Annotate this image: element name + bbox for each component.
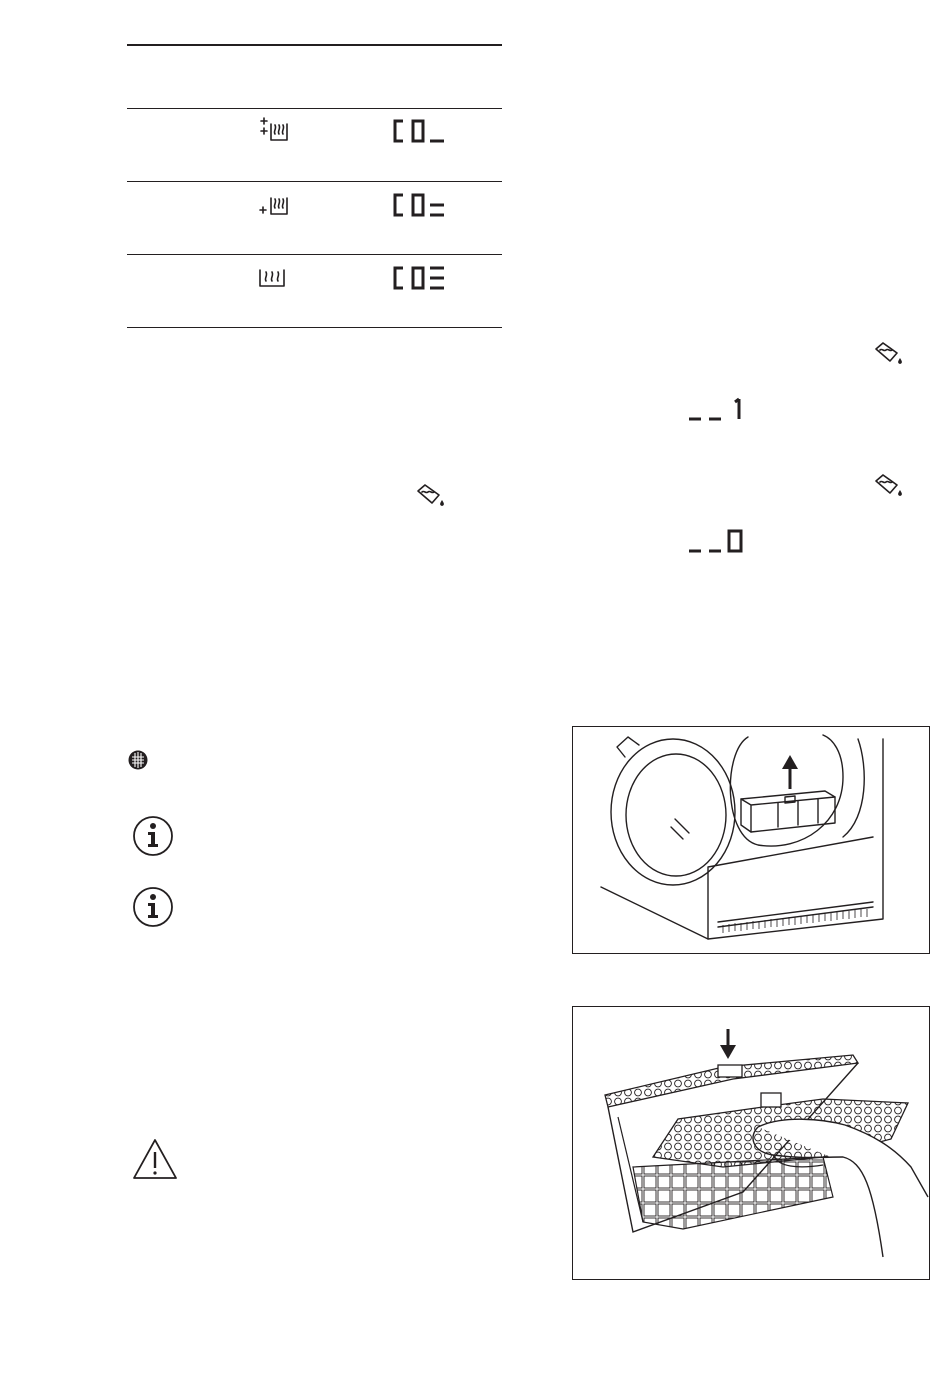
display-water-tank-off (687, 528, 747, 554)
display-code-c0-3 (393, 265, 449, 291)
table-top-rule (127, 44, 502, 46)
dryness-level-1-icon (258, 264, 290, 292)
info-icon (132, 815, 174, 857)
display-code-c0-1 (393, 118, 449, 144)
info-icon (132, 886, 174, 928)
water-tank-icon (873, 341, 905, 367)
water-tank-icon (873, 473, 905, 499)
filter-icon (127, 749, 149, 771)
display-code-c0-2 (393, 192, 449, 218)
dryness-level-3-icon (258, 118, 302, 146)
display-water-tank-on (687, 396, 747, 422)
table-row-divider (127, 181, 502, 182)
warning-icon (131, 1137, 179, 1181)
table-bottom-rule (127, 327, 502, 328)
table-row-divider (127, 108, 502, 109)
water-tank-icon (415, 483, 447, 509)
open-filter-figure (572, 1006, 930, 1280)
dryness-level-2-icon (258, 192, 302, 220)
remove-filter-figure (572, 726, 930, 954)
table-row-divider (127, 254, 502, 255)
